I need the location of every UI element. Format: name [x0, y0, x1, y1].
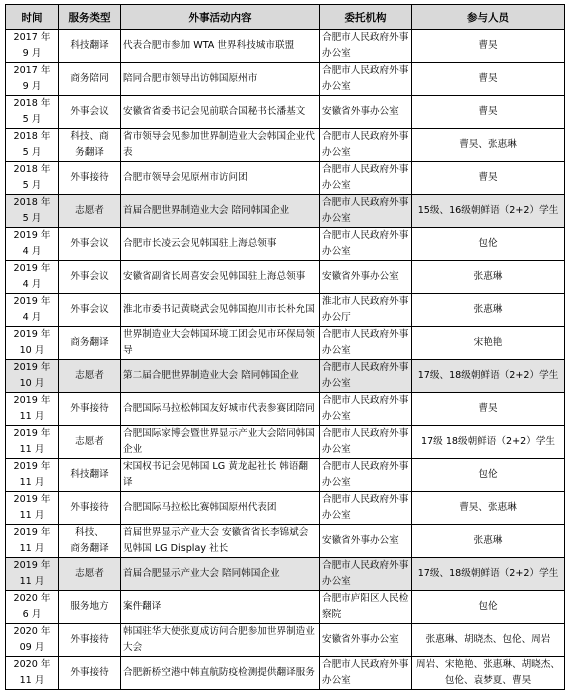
participants-cell: 包伦: [412, 459, 565, 492]
service-type-cell: [59, 393, 121, 426]
participants-cell: 包伦: [412, 228, 565, 261]
time-cell: [6, 624, 59, 657]
cell-line: 2020 年: [13, 593, 51, 604]
cell-line: 5 月: [22, 114, 42, 125]
organization-cell: 合肥市庐阳区人民检察院: [320, 591, 412, 624]
activity-cell: 首届世界显示产业大会 安徽省省长李锦斌会见韩国 LG Display 社长: [121, 525, 320, 558]
activity-cell: 宋国权书记会见韩国 LG 黄龙起社长 韩语翻译: [121, 459, 320, 492]
time-cell: [6, 228, 59, 261]
cell-line: 11 月: [19, 444, 45, 455]
table-row: [6, 30, 565, 63]
table-row: [6, 228, 565, 261]
cell-line: 11 月: [19, 543, 45, 554]
table-row: [6, 261, 565, 294]
activity-cell: 合肥新桥空港中韩直航防疫检测提供翻译服务: [121, 657, 320, 690]
table-row: [6, 195, 565, 228]
service-type-cell: [59, 294, 121, 327]
cell-line: 2017 年: [13, 65, 51, 76]
header-activity: 外事活动内容: [121, 5, 320, 30]
table-row: [6, 426, 565, 459]
activity-cell: 韩国驻华大使张夏成访问合肥参加世界制造业大会: [121, 624, 320, 657]
cell-line: 外事接待: [70, 172, 109, 183]
participants-cell: 15级、16级朝鲜语（2+2）学生: [412, 195, 565, 228]
organization-cell: 合肥市人民政府外事办公室: [320, 426, 412, 459]
cell-line: 外事接待: [70, 502, 109, 513]
table-row: [6, 360, 565, 393]
service-type-cell: [59, 96, 121, 129]
header-service-type: 服务类型: [59, 5, 121, 30]
service-type-cell: [59, 360, 121, 393]
time-cell: [6, 327, 59, 360]
cell-line: 外事接待: [70, 403, 109, 414]
cell-line: 科技、: [75, 527, 104, 538]
service-type-cell: [59, 624, 121, 657]
service-type-cell: [59, 426, 121, 459]
cell-line: 商务陪同: [70, 73, 109, 84]
participants-cell: 张惠琳: [412, 294, 565, 327]
service-type-cell: [59, 525, 121, 558]
service-type-cell: [59, 459, 121, 492]
cell-line: 6 月: [22, 609, 42, 620]
cell-line: 2019 年: [13, 263, 51, 274]
participants-cell: 张惠琳: [412, 525, 565, 558]
cell-line: 2019 年: [13, 230, 51, 241]
table-row: [6, 162, 565, 195]
participants-cell: 张惠琳、胡晓杰、包伦、周岩: [412, 624, 565, 657]
cell-line: 11 月: [19, 576, 45, 587]
organization-cell: 安徽省外事办公室: [320, 261, 412, 294]
cell-line: 2020 年: [13, 626, 51, 637]
organization-cell: 合肥市人民政府外事办公室: [320, 30, 412, 63]
organization-cell: 合肥市人民政府外事办公室: [320, 558, 412, 591]
table-row: [6, 129, 565, 162]
organization-cell: 合肥市人民政府外事办公室: [320, 393, 412, 426]
participants-cell: 曹昊: [412, 30, 565, 63]
organization-cell: 淮北市人民政府外事办公厅: [320, 294, 412, 327]
service-type-cell: [59, 63, 121, 96]
cell-line: 11 月: [19, 411, 45, 422]
cell-line: 2019 年: [13, 395, 51, 406]
activity-cell: 代表合肥市参加 WTA 世界科技城市联盟: [121, 30, 320, 63]
time-cell: [6, 129, 59, 162]
table-row: [6, 591, 565, 624]
time-cell: [6, 393, 59, 426]
time-cell: [6, 261, 59, 294]
cell-line: 2017 年: [13, 32, 51, 43]
cell-line: 商务翻译: [70, 337, 109, 348]
cell-line: 9 月: [22, 48, 42, 59]
organization-cell: 合肥市人民政府外事办公室: [320, 459, 412, 492]
organization-cell: 合肥市人民政府外事办公室: [320, 360, 412, 393]
service-type-cell: [59, 492, 121, 525]
cell-line: 科技、商: [70, 131, 109, 142]
cell-line: 4 月: [22, 312, 42, 323]
organization-cell: 安徽省外事办公室: [320, 624, 412, 657]
activity-cell: 合肥国际家博会暨世界显示产业大会陪同韩国企业: [121, 426, 320, 459]
organization-cell: 合肥市人民政府外事办公室: [320, 63, 412, 96]
table-row: [6, 492, 565, 525]
cell-line: 2019 年: [13, 527, 51, 538]
activity-cell: 首届合肥显示产业大会 陪同韩国企业: [121, 558, 320, 591]
activity-cell: 合肥市长凌云会见韩国驻上海总领事: [121, 228, 320, 261]
time-cell: [6, 591, 59, 624]
service-type-cell: [59, 228, 121, 261]
participants-cell: 17级 18级朝鲜语（2+2）学生: [412, 426, 565, 459]
table-row: [6, 393, 565, 426]
cell-line: 服务地方: [70, 601, 109, 612]
time-cell: [6, 558, 59, 591]
cell-line: 5 月: [22, 147, 42, 158]
cell-line: 外事接待: [70, 634, 109, 645]
cell-line: 5 月: [22, 213, 42, 224]
cell-line: 11 月: [19, 510, 45, 521]
time-cell: [6, 360, 59, 393]
table-row: [6, 459, 565, 492]
organization-cell: 安徽省外事办公室: [320, 525, 412, 558]
table-row: [6, 96, 565, 129]
cell-line: 2020 年: [13, 659, 51, 670]
participants-cell: 曹昊、张惠琳: [412, 492, 565, 525]
cell-line: 10 月: [19, 345, 45, 356]
cell-line: 2019 年: [13, 296, 51, 307]
service-type-cell: [59, 129, 121, 162]
cell-line: 2019 年: [13, 362, 51, 373]
activity-cell: 世界制造业大会韩国环境工团会见市环保局领导: [121, 327, 320, 360]
table-row: [6, 327, 565, 360]
participants-cell: 包伦: [412, 591, 565, 624]
service-type-cell: [59, 558, 121, 591]
cell-line: 11 月: [19, 477, 45, 488]
participants-cell: 曹昊: [412, 63, 565, 96]
table-body: [6, 30, 565, 690]
cell-line: 务翻译: [75, 147, 104, 158]
participants-cell: 张惠琳: [412, 261, 565, 294]
header-time: 时间: [6, 5, 59, 30]
participants-cell: 宋艳艳: [412, 327, 565, 360]
service-type-cell: [59, 162, 121, 195]
time-cell: [6, 162, 59, 195]
table-row: [6, 624, 565, 657]
organization-cell: 安徽省外事办公室: [320, 96, 412, 129]
cell-line: 外事会议: [70, 271, 109, 282]
cell-line: 2019 年: [13, 560, 51, 571]
activity-cell: 安徽省省委书记会见前联合国秘书长潘基文: [121, 96, 320, 129]
time-cell: [6, 96, 59, 129]
cell-line: 09 月: [19, 642, 45, 653]
cell-line: 11 月: [19, 675, 45, 686]
activity-table: [5, 4, 565, 690]
activity-cell: 首届合肥世界制造业大会 陪同韩国企业: [121, 195, 320, 228]
cell-line: 2019 年: [13, 494, 51, 505]
table-row: [6, 657, 565, 690]
table-row: [6, 558, 565, 591]
service-type-cell: [59, 327, 121, 360]
organization-cell: 合肥市人民政府外事办公室: [320, 327, 412, 360]
time-cell: [6, 492, 59, 525]
activity-cell: 安徽省副省长周喜安会见韩国驻上海总领事: [121, 261, 320, 294]
cell-line: 外事接待: [70, 667, 109, 678]
time-cell: [6, 657, 59, 690]
cell-line: 2019 年: [13, 329, 51, 340]
cell-line: 科技翻译: [70, 469, 109, 480]
activity-cell: 合肥国际马拉松韩国友好城市代表参赛团陪同: [121, 393, 320, 426]
time-cell: [6, 459, 59, 492]
cell-line: 2019 年: [13, 428, 51, 439]
cell-line: 商务翻译: [70, 543, 109, 554]
activity-cell: 合肥市领导会见原州市访问团: [121, 162, 320, 195]
organization-cell: 合肥市人民政府外事办公室: [320, 657, 412, 690]
activity-cell: 案件翻译: [121, 591, 320, 624]
organization-cell: 合肥市人民政府外事办公室: [320, 195, 412, 228]
organization-cell: 合肥市人民政府外事办公室: [320, 162, 412, 195]
participants-cell: 曹昊: [412, 96, 565, 129]
activity-cell: 省市领导会见参加世界制造业大会韩国企业代表: [121, 129, 320, 162]
cell-line: 外事会议: [70, 106, 109, 117]
participants-cell: 曹昊、张惠琳: [412, 129, 565, 162]
cell-line: 志愿者: [75, 436, 104, 447]
time-cell: [6, 63, 59, 96]
header-organization: 委托机构: [320, 5, 412, 30]
cell-line: 2018 年: [13, 98, 51, 109]
cell-line: 2018 年: [13, 131, 51, 142]
participants-cell: 17级、18级朝鲜语（2+2）学生: [412, 360, 565, 393]
participants-cell: 周岩、宋艳艳、张惠琳、胡晓杰、包伦、袁梦夏、曹昊: [412, 657, 565, 690]
activity-cell: 淮北市委书记黄晓武会见韩国抱川市长朴允国: [121, 294, 320, 327]
service-type-cell: [59, 30, 121, 63]
time-cell: [6, 294, 59, 327]
activity-cell: 合肥国际马拉松比赛韩国原州代表团: [121, 492, 320, 525]
time-cell: [6, 426, 59, 459]
service-type-cell: [59, 657, 121, 690]
cell-line: 4 月: [22, 246, 42, 257]
service-type-cell: [59, 591, 121, 624]
service-type-cell: [59, 195, 121, 228]
header-row: [6, 5, 565, 30]
cell-line: 4 月: [22, 279, 42, 290]
service-type-cell: [59, 261, 121, 294]
organization-cell: 合肥市人民政府外事办公室: [320, 492, 412, 525]
cell-line: 志愿者: [75, 205, 104, 216]
cell-line: 外事会议: [70, 238, 109, 249]
cell-line: 2019 年: [13, 461, 51, 472]
activity-cell: 陪同合肥市领导出访韩国原州市: [121, 63, 320, 96]
table-row: [6, 525, 565, 558]
participants-cell: 曹昊: [412, 393, 565, 426]
cell-line: 外事会议: [70, 304, 109, 315]
time-cell: [6, 30, 59, 63]
organization-cell: 合肥市人民政府外事办公室: [320, 228, 412, 261]
participants-cell: 曹昊: [412, 162, 565, 195]
table-row: [6, 294, 565, 327]
cell-line: 2018 年: [13, 197, 51, 208]
participants-cell: 17级、18级朝鲜语（2+2）学生: [412, 558, 565, 591]
cell-line: 志愿者: [75, 370, 104, 381]
cell-line: 科技翻译: [70, 40, 109, 51]
cell-line: 2018 年: [13, 164, 51, 175]
cell-line: 志愿者: [75, 568, 104, 579]
cell-line: 9 月: [22, 81, 42, 92]
activity-cell: 第二届合肥世界制造业大会 陪同韩国企业: [121, 360, 320, 393]
header-participants: 参与人员: [412, 5, 565, 30]
table-row: [6, 63, 565, 96]
time-cell: [6, 195, 59, 228]
cell-line: 10 月: [19, 378, 45, 389]
organization-cell: 合肥市人民政府外事办公室: [320, 129, 412, 162]
time-cell: [6, 525, 59, 558]
cell-line: 5 月: [22, 180, 42, 191]
